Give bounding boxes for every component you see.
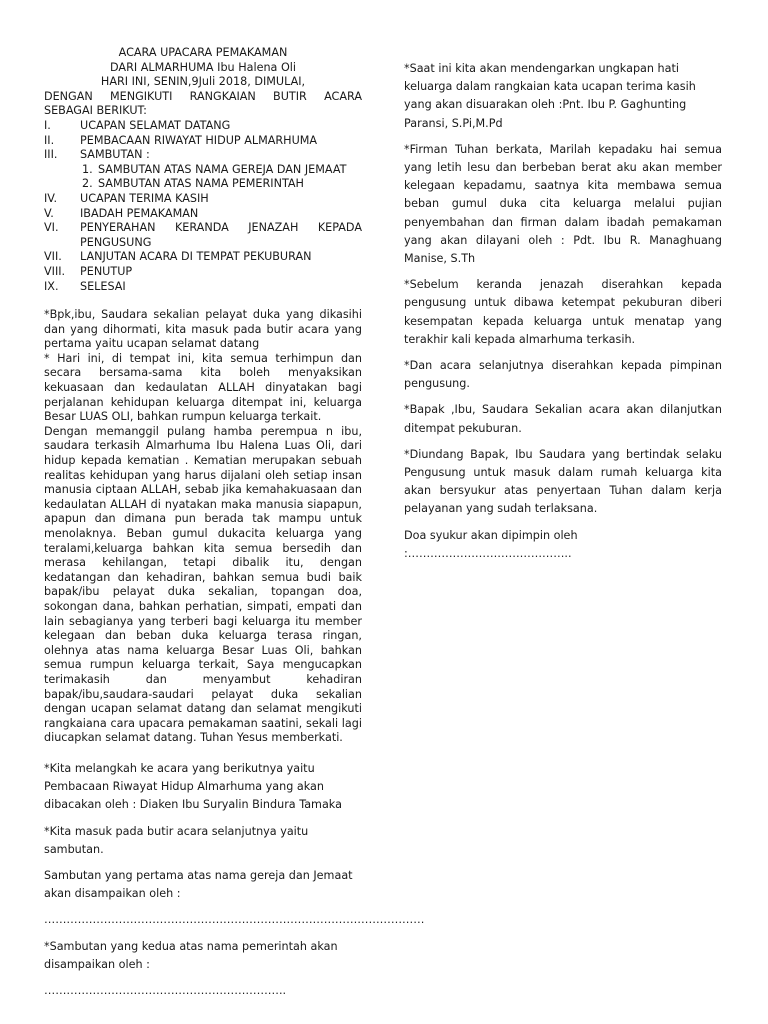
agenda-item-3 — [44, 148, 362, 163]
agenda-item-7 — [44, 250, 362, 265]
agenda-num: II. — [44, 133, 55, 147]
agenda-text-cont: PENGUSUNG — [80, 235, 152, 249]
pallbearer-paragraph: *Dan acara selanjutnya diserahkan kepada pimpinan pengusung. — [404, 359, 722, 391]
gathering-paragraph: * Hari ini, di tempat ini, kita semua terhimpun dan secara bersama-sama kita boleh menyaksikan kekuasaan dan kedaulatan ALLAH dinyatakan bagi perjalanan kehidupan keluarga ditempat ini, keluarga Besar LUAS OLI, bahkan rumpun keluarga terkait. — [44, 351, 362, 424]
sambutan-intro-line-2: sambutan. — [44, 842, 104, 856]
biography-line-1: *Kita melangkah ke acara yang berikutnya yaitu — [44, 761, 315, 775]
agenda-text: UCAPAN TERIMA KASIH — [80, 191, 209, 205]
agenda-text-wrap — [80, 221, 362, 250]
right-column — [404, 60, 722, 571]
speaker-blank-1: ………………………………………………………………………………………… — [44, 913, 425, 927]
thanks-line-3: yang akan disuarakan oleh :Pnt. Ibu P. Gaghunting — [404, 98, 687, 112]
agenda-text: SAMBUTAN : — [80, 148, 150, 162]
thanks-line-2: keluarga dalam rangkaian kata ucapan terima kasih — [404, 80, 696, 94]
agenda-num: VIII. — [44, 264, 66, 278]
sambutan-gereja-line-1: Sambutan yang pertama atas nama gereja dan Jemaat — [44, 868, 353, 882]
agenda-item-4 — [44, 192, 362, 207]
agenda-num: I. — [44, 118, 51, 132]
agenda-item-8 — [44, 265, 362, 280]
prayer-line: Doa syukur akan dipimpin oleh :…………………………………….. — [404, 528, 578, 560]
thanks-line-1: *Saat ini kita akan mendengarkan ungkapan hati — [404, 62, 679, 75]
sambutan-pemerintah-line-1: *Sambutan yang kedua atas nama pemerintah akan — [44, 939, 338, 953]
casket-paragraph: *Sebelum keranda jenazah diserahkan kepada pengusung untuk dibawa ketempat pekuburan diberi kesempatan kepada keluarga untuk menatap yang terakhir kali kepada almarhuma terkasih. — [404, 278, 722, 346]
left-column — [44, 46, 425, 1000]
sambutan-sub-2 — [44, 177, 362, 192]
agenda-text: SELESAI — [80, 279, 126, 293]
biography-line-3: dibacakan oleh : Diaken Ibu Suryalin Bindura Tamaka — [44, 798, 342, 812]
agenda-text: LANJUTAN ACARA DI TEMPAT PEKUBURAN — [80, 250, 312, 264]
sermon-paragraph: *Firman Tuhan berkata, Marilah kepadaku hai semua yang letih lesu dan berbeban berat aku akan member kelegaan kepadamu, saatnya kita membawa semua beban gumul duka cita keluarga melalui pujian penyembahan dan firman dalam ibadah pemakaman yang akan dilayani oleh : Pdt. Ibu R. Managhuang Manise, S.Th — [404, 142, 722, 266]
agenda-text: PENYERAHAN KERANDA JENAZAH KEPADA — [80, 221, 362, 235]
sambutan-pemerintah-line-2: disampaikan oleh : — [44, 957, 150, 971]
welcome-intro-paragraph: *Bpk,ibu, Saudara sekalian pelayat duka yang dikasihi dan yang dihormati, kita masuk pada butir acara yang pertama yaitu ucapan selamat datang — [44, 308, 362, 351]
cemetery-paragraph: *Bapak ,Ibu, Saudara Sekalian acara akan dilanjutkan ditempat pekuburan. — [404, 403, 722, 435]
agenda-num: IV. — [44, 191, 58, 205]
title-line-1: ACARA UPACARA PEMAKAMAN — [118, 46, 288, 59]
agenda-text: IBADAH PEMAKAMAN — [80, 206, 199, 220]
agenda-item-5 — [44, 207, 362, 222]
agenda-num: IX. — [44, 279, 59, 293]
sub-num: 2. — [82, 177, 93, 191]
agenda-num: VI. — [44, 221, 59, 235]
title-line-4: DENGAN MENGIKUTI RANGKAIAN BUTIR ACARA — [44, 89, 362, 103]
agenda-num: V. — [44, 206, 54, 220]
sambutan-sub-1 — [44, 163, 362, 178]
title-line-3: HARI INI, SENIN,9Juli 2018, DIMULAI, — [100, 75, 306, 89]
speaker-blank-2: ……………………………………………………….. — [44, 983, 287, 997]
agenda-item-6 — [44, 221, 362, 250]
thanks-line-4: Paransi, S.Pi,M.Pd — [404, 116, 503, 130]
sambutan-gereja-line-2: akan disampaikan oleh : — [44, 887, 181, 901]
sub-num: 1. — [82, 162, 93, 176]
agenda-item-2 — [44, 134, 362, 149]
agenda-text: UCAPAN SELAMAT DATANG — [80, 118, 231, 132]
agenda-list — [44, 119, 362, 294]
invitation-paragraph: *Diundang Bapak, Ibu Saudara yang bertindak selaku Pengusung untuk masuk dalam rumah keluarga kita akan bersyukur atas penyertaan Tuhan dalam kerja pelayanan yang sudah terlaksana. — [404, 447, 722, 516]
agenda-item-9 — [44, 280, 362, 295]
sambutan-intro-line-1: *Kita masuk pada butir acara selanjutnya yaitu — [44, 824, 309, 838]
biography-line-2: Pembacaan Riwayat Hidup Almarhuma yang akan — [44, 780, 324, 794]
title-line-5: SEBAGAI BERIKUT: — [44, 104, 147, 118]
agenda-item-1 — [44, 119, 362, 134]
agenda-text: PENUTUP — [80, 264, 133, 278]
agenda-text: PEMBACAAN RIWAYAT HIDUP ALMARHUMA — [80, 133, 318, 147]
title-line-2: DARI ALMARHUMA Ibu Halena Oli — [110, 60, 296, 74]
sub-text: SAMBUTAN ATAS NAMA PEMERINTAH — [98, 177, 304, 191]
sub-text: SAMBUTAN ATAS NAMA GEREJA DAN JEMAAT — [98, 162, 347, 176]
agenda-num: VII. — [44, 250, 62, 264]
agenda-num: III. — [44, 148, 58, 162]
condolence-paragraph: Dengan memanggil pulang hamba perempua n ibu, saudara terkasih Almarhuma Ibu Halena Luas Oli, dari hidup kepada kematian . Kematian merupakan sebuah realitas kehidupan yang harus dijalani oleh setiap insan manusia ciptaan ALLAH, sebab jika kemahakuasaan dan kedaulatan ALLAH di nyatakan maka manusia siapapun, apapun dan dimana pun berada tak mampu untuk menolaknya. Beban gumul dukacita keluarga yang teralami,keluarga bahkan kita semua bersedih dan merasa kehilangan, tetapi dibalik itu, dengan kedatangan dan kehadiran, bahkan semua budi baik bapak/ibu pelayat duka sekalian, topangan doa, sokongan dana, bahkan perhatian, simpati, empati dan lain sebagianya yang terberi bagi keluarga itu member kelegaan dan beban duka keluarga terasa ringan, olehnya atas nama keluarga Besar Luas Oli, bahkan semua rumpun keluarga terkait, Saya mengucapkan terimakasih dan menyambut kehadiran bapak/ibu,saudara-saudari pelayat duka sekalian dengan ucapan selamat datang dan selamat mengikuti rangkaiana cara upacara pemakaman saatini, sekali lagi diucapkan selamat datang. Tuhan Yesus memberkati. — [44, 424, 362, 745]
